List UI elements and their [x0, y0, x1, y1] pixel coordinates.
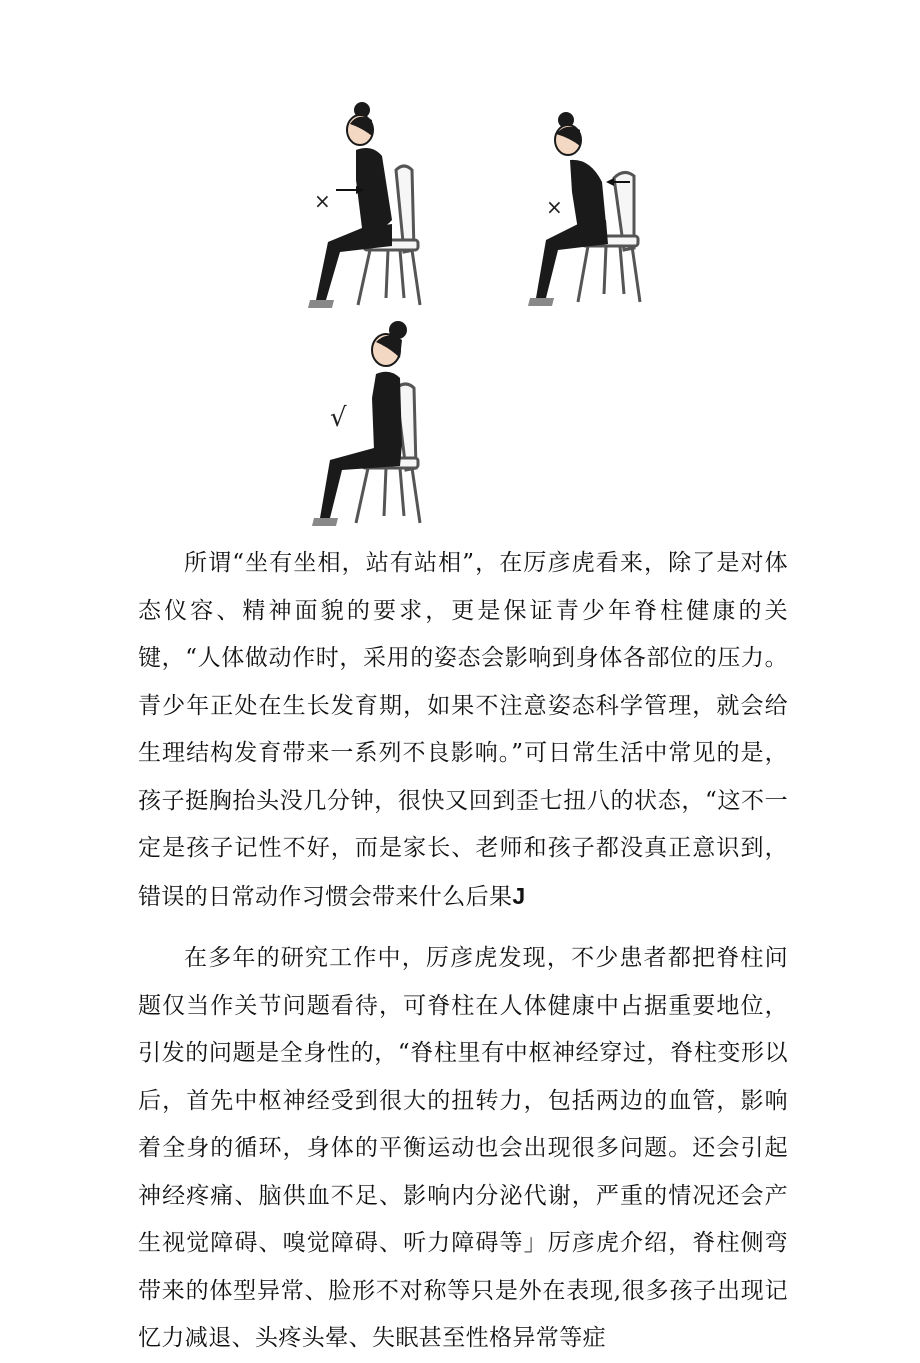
paragraph-tail: J — [512, 882, 526, 909]
seated-woman-upright-illustration — [300, 318, 440, 530]
correct-mark: √ — [330, 403, 347, 433]
posture-figure-correct — [300, 318, 440, 530]
seated-woman-slouch-illustration — [300, 100, 440, 315]
posture-figure-hunch — [522, 112, 662, 312]
paragraph — [138, 935, 788, 1363]
paragraph-text: 在多年的研究工作中，厉彦虎发现，不少患者都把脊柱问题仅当作关节问题看待，可脊柱在人体健康中占据重要地位，引发的问题是全身性的，“脊柱里有中枢神经穿过，脊柱变形以后，首先中枢神经受到很大的扭转力，包括两边的血管，影响着全身的循环，身体的平衡运动也会出现很多问题。还会引起神经疼痛、脑供血不足、影响内分泌代谢，严重的情况还会产生视觉障碍、嗅觉障碍、听力障碍等」厉彦虎介绍，脊柱侧弯带来的体型异常、脸形不对称等只是外在表现,很多孩子出现记忆力减退、头疼头晕、失眠甚至性格异常等症 — [138, 945, 788, 1351]
incorrect-mark: × — [546, 195, 563, 219]
article-body — [138, 540, 788, 1363]
paragraph-text: 所谓“坐有坐相，站有站相”，在厉彦虎看来，除了是对体态仪容、精神面貌的要求，更是保证青少年脊柱健康的关键，“人体做动作时，采用的姿态会影响到身体各部位的压力。青少年正处在生长发育期，如果不注意姿态科学管理，就会给生理结构发育带来一系列不良影响。”可日常生活中常见的是，孩子挺胸抬头没几分钟，很快又回到歪七扭八的状态，“这不一定是孩子记性不好，而是家长、老师和孩子都没真正意识到，错误的日常动作习惯会带来什么后果 — [138, 550, 788, 910]
posture-figure-slouch — [300, 100, 440, 315]
seated-woman-hunch-illustration — [522, 112, 662, 312]
paragraph — [138, 540, 788, 921]
incorrect-mark: × — [314, 189, 331, 213]
